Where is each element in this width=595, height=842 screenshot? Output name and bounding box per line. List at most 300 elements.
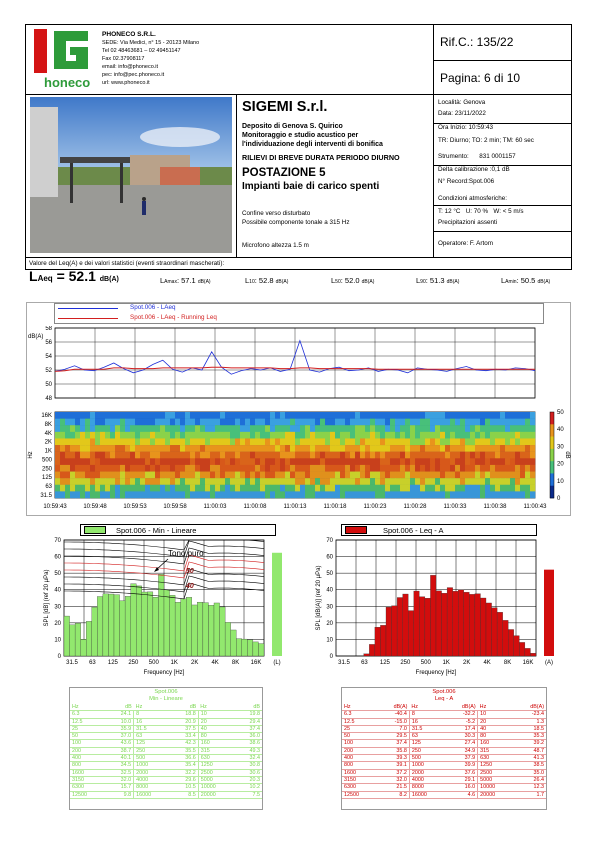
- spectrogram-cell: [120, 412, 125, 419]
- spectrogram-cell: [445, 425, 450, 432]
- spectrogram-cell: [115, 445, 120, 452]
- spectrogram-cell: [170, 438, 175, 445]
- spectrogram-cell: [60, 478, 65, 485]
- spectrum-bar: [142, 592, 148, 656]
- legend-box: [54, 303, 544, 324]
- spectrogram-cell: [400, 472, 405, 479]
- spectrogram-cell: [90, 432, 95, 439]
- spectrogram-cell: [175, 465, 180, 472]
- spectrogram-cell: [450, 458, 455, 465]
- table-cell: 315: [478, 747, 514, 754]
- spectrogram-cell: [270, 419, 275, 426]
- spectrogram-cell: [150, 465, 155, 472]
- spectrogram-cell: [295, 478, 300, 485]
- spectrogram-cell: [380, 438, 385, 445]
- table-row: [70, 733, 262, 740]
- spectrogram-cell: [370, 452, 375, 459]
- spectrogram-cell: [210, 485, 215, 492]
- spectrogram-cell: [430, 485, 435, 492]
- spectrogram-cell: [315, 485, 320, 492]
- spectrogram-cell: [475, 452, 480, 459]
- spectrogram-cell: [95, 419, 100, 426]
- table-row: [342, 776, 546, 783]
- spectrogram-cell: [145, 478, 150, 485]
- spectrogram-cell: [300, 458, 305, 465]
- spectrogram-cell: [500, 445, 505, 452]
- spectrogram-cell: [370, 465, 375, 472]
- spectrogram-y-tick: 63: [45, 484, 52, 491]
- spectrogram-cell: [335, 478, 340, 485]
- spectrogram-cell: [125, 485, 130, 492]
- spectrogram-cell: [360, 425, 365, 432]
- spectrogram-cell: [110, 432, 115, 439]
- spectrogram-cell: [195, 491, 200, 498]
- spectrogram-cell: [115, 425, 120, 432]
- tone-annotation: Tono puro: [168, 549, 204, 558]
- spectrogram-cell: [515, 465, 520, 472]
- spectrogram-cell: [60, 458, 65, 465]
- spectrogram-cell: [375, 425, 380, 432]
- spectrogram-cell: [235, 452, 240, 459]
- spectrogram-cell: [115, 478, 120, 485]
- spectrum-bar: [375, 627, 381, 656]
- spectrogram-cell: [165, 485, 170, 492]
- spectrogram-cell: [55, 478, 60, 485]
- spectrogram-cell: [140, 478, 145, 485]
- table-cell: 8000: [134, 784, 171, 791]
- spectrogram-cell: [65, 465, 70, 472]
- spectrogram-cell: [55, 438, 60, 445]
- spectrum-bar: [208, 605, 214, 656]
- spectrogram-cell: [310, 452, 315, 459]
- spectrogram-cell: [465, 472, 470, 479]
- spectrum-y-tick: 30: [326, 604, 333, 611]
- spectrum-bar: [114, 595, 120, 656]
- spectrogram-cell: [510, 438, 515, 445]
- spectrogram-cell: [75, 438, 80, 445]
- spectrogram-cell: [440, 491, 445, 498]
- spectrogram-cell: [430, 412, 435, 419]
- spectrogram-cell: [330, 472, 335, 479]
- table-cell: 20.9: [170, 718, 198, 725]
- spectrogram-cell: [180, 432, 185, 439]
- spectrogram-cell: [510, 472, 515, 479]
- spectrogram-cell: [525, 491, 530, 498]
- spectrogram-cell: [460, 465, 465, 472]
- spectrum-y-tick: 60: [326, 554, 333, 561]
- spectrogram-cell: [405, 412, 410, 419]
- table-cell: 48.7: [513, 747, 546, 754]
- spectrogram-cell: [95, 472, 100, 479]
- spectrogram-cell: [515, 485, 520, 492]
- spectrogram-cell: [425, 419, 430, 426]
- spectrogram-cell: [440, 419, 445, 426]
- spectrogram-cell: [485, 412, 490, 419]
- spectrogram-cell: [355, 419, 360, 426]
- spectrogram-cell: [175, 458, 180, 465]
- spectrogram-cell: [490, 452, 495, 459]
- spectrogram-cell: [145, 412, 150, 419]
- spectrogram-cell: [320, 452, 325, 459]
- spectrogram-cell: [500, 491, 505, 498]
- spectrogram-cell: [440, 432, 445, 439]
- table-cell: 63: [134, 733, 171, 740]
- color-scale-tick: 30: [557, 444, 564, 451]
- y-tick-label: 56: [45, 340, 52, 346]
- spectrum-bar: [192, 605, 198, 656]
- table-cell: 30.6: [235, 769, 262, 776]
- table-cell: 400: [342, 755, 377, 762]
- table-cell: 16: [409, 718, 445, 725]
- table-cell: 17.4: [445, 725, 478, 732]
- spectrogram-cell: [205, 472, 210, 479]
- table-header-cell: Hz: [70, 704, 106, 711]
- table-cell: 49.3: [235, 747, 262, 754]
- spectrogram-cell: [380, 491, 385, 498]
- table-cell: 29.6: [170, 776, 198, 783]
- spectrogram-cell: [150, 478, 155, 485]
- spectrogram-cell: [270, 472, 275, 479]
- spectrogram-cell: [260, 452, 265, 459]
- spectrogram-cell: [115, 412, 120, 419]
- spectrogram-cell: [185, 472, 190, 479]
- spectrogram-cell: [405, 432, 410, 439]
- table-cell: 39.9: [445, 762, 478, 769]
- table-row: [70, 784, 262, 791]
- spectrogram-cell: [345, 478, 350, 485]
- spectrogram-cell: [140, 458, 145, 465]
- spectrogram-cell: [95, 412, 100, 419]
- spectrogram-cell: [300, 491, 305, 498]
- spectrogram-cell: [415, 485, 420, 492]
- table-header-cell: dB: [106, 704, 134, 711]
- spectrogram-cell: [105, 419, 110, 426]
- spectrum-bar: [442, 593, 448, 656]
- spectrogram-cell: [70, 452, 75, 459]
- spectrogram-cell: [415, 425, 420, 432]
- spectrogram-cell: [350, 472, 355, 479]
- spectrogram-cell: [175, 432, 180, 439]
- spectrum-bar: [64, 616, 70, 656]
- spectrum-bar: [253, 642, 259, 656]
- spectrogram-cell: [250, 465, 255, 472]
- spectrogram-cell: [145, 472, 150, 479]
- spectrogram-cell: [470, 432, 475, 439]
- spectrogram-cell: [405, 478, 410, 485]
- spectrogram-cell: [210, 472, 215, 479]
- spectrogram-cell: [175, 491, 180, 498]
- spectrogram-cell: [480, 478, 485, 485]
- spectrogram-cell: [440, 465, 445, 472]
- table-row: [342, 784, 546, 791]
- spectrogram-cell: [375, 485, 380, 492]
- spectrogram-cell: [210, 412, 215, 419]
- spectrogram-cell: [530, 419, 535, 426]
- spectrogram-cell: [410, 425, 415, 432]
- spectrogram-cell: [340, 412, 345, 419]
- spectrogram-cell: [465, 485, 470, 492]
- spectrogram-cell: [455, 478, 460, 485]
- spectrogram-cell: [305, 445, 310, 452]
- spectrogram-cell: [390, 458, 395, 465]
- spectrogram-cell: [395, 478, 400, 485]
- spectrogram-cell: [365, 491, 370, 498]
- table-cell: 16000: [409, 791, 445, 798]
- spectrogram-cell: [450, 425, 455, 432]
- table-cell: 32.0: [106, 776, 134, 783]
- spectrogram-cell: [365, 425, 370, 432]
- spectrogram-cell: [330, 478, 335, 485]
- total-bar: [272, 553, 282, 656]
- spectrum-bar: [480, 598, 486, 656]
- spectrogram-cell: [155, 432, 160, 439]
- spectrogram-cell: [145, 485, 150, 492]
- spectrogram-cell: [425, 412, 430, 419]
- spectrogram-cell: [275, 452, 280, 459]
- spectrogram-cell: [100, 425, 105, 432]
- spectrogram-cell: [420, 458, 425, 465]
- spectrogram-cell: [410, 445, 415, 452]
- table-cell: 160: [478, 740, 514, 747]
- spectrogram-cell: [460, 419, 465, 426]
- spectrogram-cell: [290, 458, 295, 465]
- spectrogram-cell: [325, 438, 330, 445]
- spectrogram-cell: [445, 438, 450, 445]
- spectrogram-cell: [145, 432, 150, 439]
- spectrogram-cell: [525, 412, 530, 419]
- spectrogram-cell: [180, 412, 185, 419]
- spectrogram-cell: [460, 438, 465, 445]
- spectrogram-cell: [495, 412, 500, 419]
- spectrogram-cell: [175, 419, 180, 426]
- spectrogram-cell: [90, 465, 95, 472]
- spectrogram-cell: [395, 425, 400, 432]
- table-header-row: [342, 704, 546, 711]
- spectrogram-cell: [225, 478, 230, 485]
- spectrogram-cell: [95, 465, 100, 472]
- spectrogram-cell: [185, 458, 190, 465]
- spectrogram-cell: [300, 412, 305, 419]
- table-cell: 33.4: [170, 733, 198, 740]
- table-header-cell: Hz: [478, 704, 514, 711]
- spectrogram-cell: [325, 452, 330, 459]
- spectrogram-cell: [370, 425, 375, 432]
- spectrogram-cell: [335, 438, 340, 445]
- spectrogram-cell: [185, 452, 190, 459]
- color-scale-tick: 0: [557, 496, 561, 502]
- spectrogram-cell: [140, 438, 145, 445]
- table-cell: 36.0: [235, 733, 262, 740]
- spectrogram-cell: [300, 419, 305, 426]
- table-cell: 1600: [342, 769, 377, 776]
- spectrogram-cell: [325, 412, 330, 419]
- table-cell: 5000: [198, 776, 235, 783]
- table-cell: 2000: [134, 769, 171, 776]
- table-cell: 35.4: [170, 762, 198, 769]
- table-row: [70, 762, 262, 769]
- spectrogram-cell: [430, 438, 435, 445]
- spectrogram-cell: [195, 472, 200, 479]
- spectrogram-cell: [340, 491, 345, 498]
- spectrogram-cell: [115, 465, 120, 472]
- spectrogram-cell: [100, 412, 105, 419]
- spectrum-bar: [108, 594, 114, 656]
- spectrogram-cell: [190, 458, 195, 465]
- spectrogram-cell: [365, 432, 370, 439]
- spectrogram-cell: [450, 452, 455, 459]
- instrument: Strumento: 831 0001157: [438, 153, 516, 160]
- spectrogram-cell: [65, 478, 70, 485]
- table-cell: 20: [478, 718, 514, 725]
- spectrogram-cell: [475, 485, 480, 492]
- spectrogram-cell: [435, 425, 440, 432]
- spectrogram-cell: [465, 465, 470, 472]
- spectrogram-cell: [375, 491, 380, 498]
- spectrogram-cell: [315, 478, 320, 485]
- conditions-title: Condizioni atmosferiche:: [438, 195, 507, 202]
- spectrogram-cell: [130, 432, 135, 439]
- table-cell: 200: [342, 747, 377, 754]
- spectrogram-cell: [525, 425, 530, 432]
- spectrogram-cell: [205, 445, 210, 452]
- spectrogram-cell: [270, 445, 275, 452]
- precipitation: Precipitazioni assenti: [438, 219, 498, 226]
- spectrogram-cell: [280, 425, 285, 432]
- spectrogram-cell: [515, 445, 520, 452]
- spectrogram-cell: [380, 445, 385, 452]
- spectrogram-cell: [295, 485, 300, 492]
- curve-label-50: 50: [186, 568, 194, 575]
- spectrogram-cell: [320, 445, 325, 452]
- spectrogram-cell: [195, 419, 200, 426]
- spectrogram-cell: [370, 472, 375, 479]
- spectrogram-cell: [370, 445, 375, 452]
- spectrogram-cell: [460, 485, 465, 492]
- spectrogram-cell: [220, 458, 225, 465]
- spectrogram-cell: [510, 452, 515, 459]
- spectrum-bar: [158, 574, 164, 656]
- spectrogram-cell: [380, 425, 385, 432]
- spectrogram-cell: [470, 458, 475, 465]
- spectrogram-cell: [270, 438, 275, 445]
- spectrogram-cell: [210, 445, 215, 452]
- spectrogram-cell: [300, 465, 305, 472]
- spectrogram-cell: [380, 412, 385, 419]
- spectrogram-cell: [340, 445, 345, 452]
- spectrogram-cell: [435, 472, 440, 479]
- spectrogram-cell: [55, 445, 60, 452]
- spectrogram-y-tick: 125: [41, 475, 52, 482]
- spectrogram-cell: [375, 458, 380, 465]
- spectrogram-cell: [135, 432, 140, 439]
- spectrogram-cell: [255, 478, 260, 485]
- spectrogram-cell: [280, 491, 285, 498]
- spectrogram-y-tick: 16K: [41, 413, 52, 419]
- spectrogram-cell: [460, 478, 465, 485]
- spectrogram-cell: [90, 425, 95, 432]
- spectrogram-cell: [510, 445, 515, 452]
- table-min-title: Spot.006: [154, 689, 178, 695]
- spectrogram-cell: [85, 412, 90, 419]
- spectrogram-cell: [390, 491, 395, 498]
- spectrogram-cell: [370, 432, 375, 439]
- spectrogram-cell: [380, 465, 385, 472]
- spectrogram-cell: [385, 472, 390, 479]
- spectrogram-cell: [210, 465, 215, 472]
- spectrogram-cell: [165, 419, 170, 426]
- spectrogram-cell: [345, 412, 350, 419]
- table-cell: 63: [409, 733, 445, 740]
- spectrogram-cell: [225, 432, 230, 439]
- spectrogram-cell: [120, 452, 125, 459]
- spectrogram-cell: [280, 485, 285, 492]
- stat-value: : 57.1: [176, 276, 198, 285]
- spectrogram-cell: [365, 412, 370, 419]
- spectrogram-cell: [155, 472, 160, 479]
- spectrogram-cell: [425, 432, 430, 439]
- spectrogram-cell: [425, 465, 430, 472]
- spectrogram-cell: [315, 458, 320, 465]
- spectrogram-cell: [130, 465, 135, 472]
- spectrogram-cell: [190, 412, 195, 419]
- spectrogram-cell: [125, 478, 130, 485]
- spectrogram-cell: [65, 438, 70, 445]
- table-cell: 100: [70, 740, 106, 747]
- company-url: url: www.phoneco.it: [102, 80, 150, 86]
- table-cell: 6.3: [342, 711, 377, 718]
- spectrum-bar: [475, 594, 481, 656]
- spectrogram-cell: [255, 472, 260, 479]
- spectrogram-cell: [190, 478, 195, 485]
- spectrogram-cell: [125, 465, 130, 472]
- spectrogram-cell: [230, 458, 235, 465]
- table-row: [342, 762, 546, 769]
- spectrogram-cell: [355, 465, 360, 472]
- spectrogram-cell: [160, 412, 165, 419]
- table-cell: 25: [70, 725, 106, 732]
- spectrogram-cell: [295, 438, 300, 445]
- spectrogram-cell: [440, 485, 445, 492]
- spectrogram-cell: [285, 472, 290, 479]
- divider: [25, 94, 572, 95]
- table-cell: 40: [478, 725, 514, 732]
- spectrogram-cell: [85, 485, 90, 492]
- laeq-value: [29, 268, 119, 286]
- spectrogram-cell: [440, 478, 445, 485]
- table-cell: 20000: [198, 791, 235, 798]
- spectrogram-cell: [210, 458, 215, 465]
- spectrogram-cell: [355, 425, 360, 432]
- spectrogram-cell: [165, 458, 170, 465]
- table-cell: 15.7: [106, 784, 134, 791]
- spectrogram-cell: [200, 458, 205, 465]
- table-cell: 16.0: [445, 784, 478, 791]
- spectrogram-cell: [200, 445, 205, 452]
- spectrogram-cell: [270, 432, 275, 439]
- laeq-line-chart: [28, 326, 535, 402]
- spectrogram-cell: [260, 412, 265, 419]
- spectrum-bar: [508, 629, 514, 656]
- spectrogram-cell: [300, 432, 305, 439]
- spectrogram-cell: [205, 425, 210, 432]
- spectrogram-cell: [155, 478, 160, 485]
- spectrum-x-tick: 250: [400, 660, 411, 666]
- spectrogram-cell: [140, 432, 145, 439]
- spectrogram-cell: [330, 491, 335, 498]
- depot: Deposito di Genova S. Quirico: [242, 123, 343, 130]
- spectrogram-cell: [355, 452, 360, 459]
- spectrogram-cell: [505, 491, 510, 498]
